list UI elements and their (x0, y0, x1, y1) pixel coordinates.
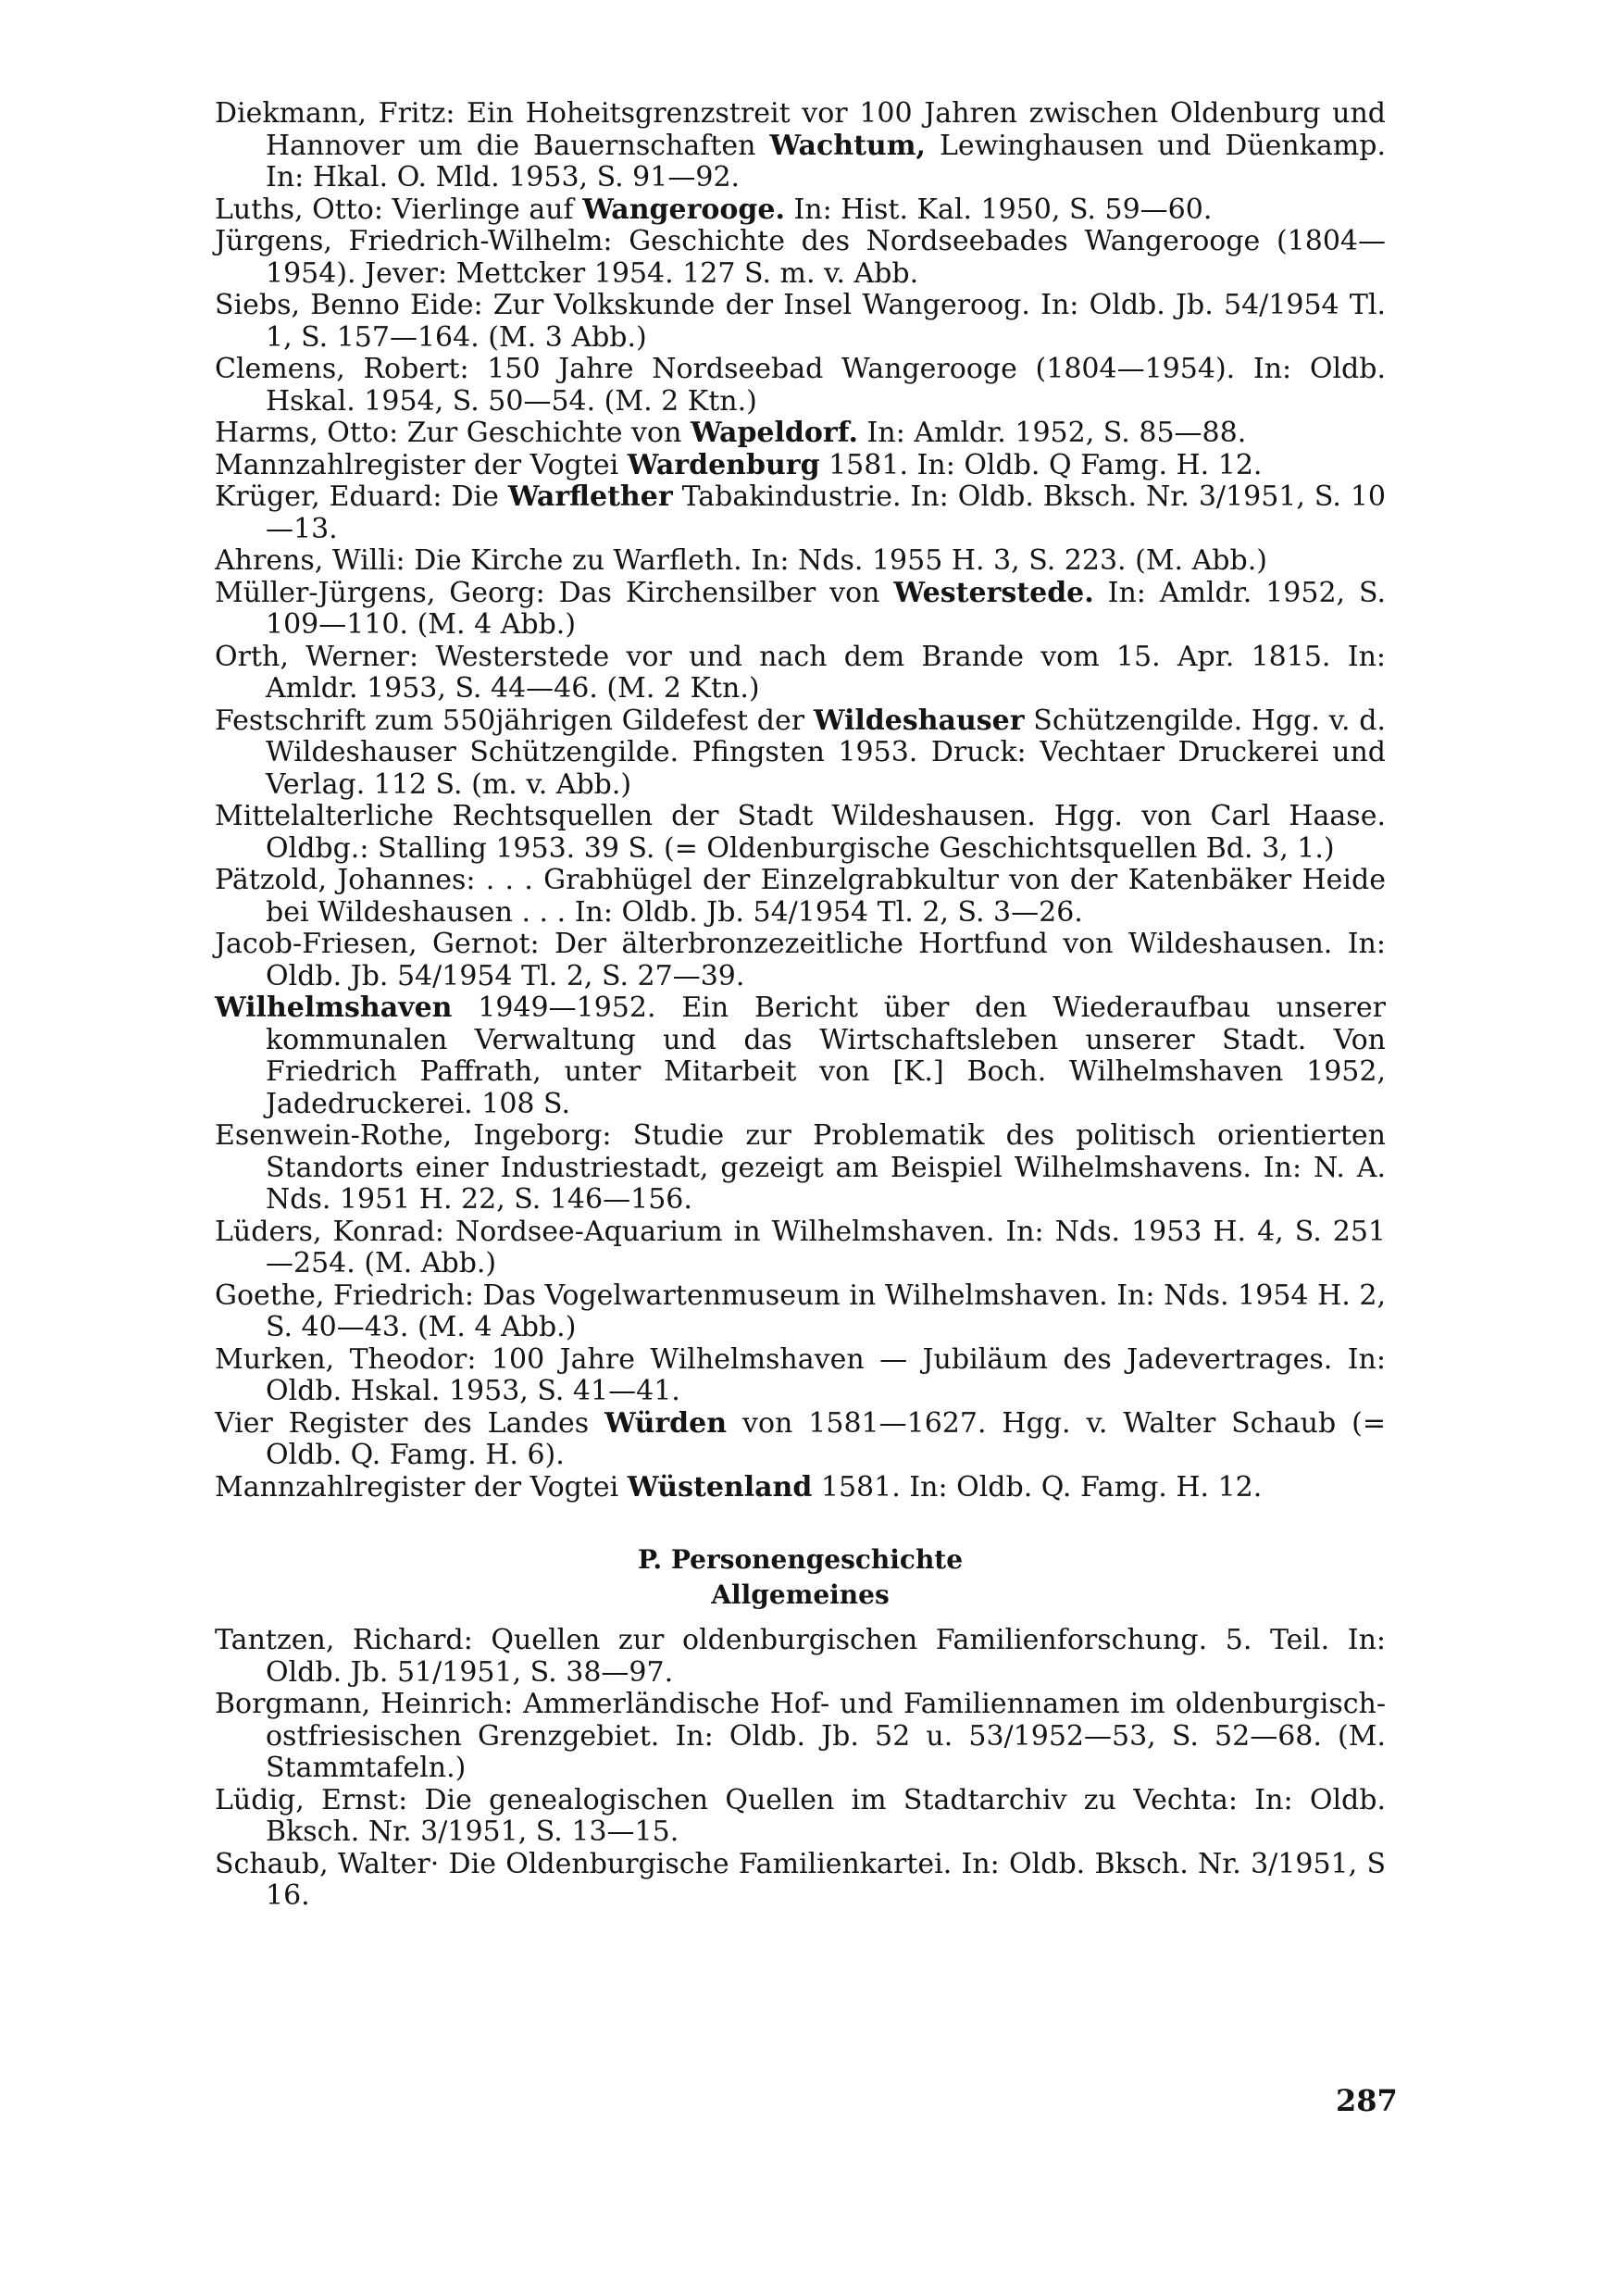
bibliography-entry: Clemens, Robert: 150 Jahre Nordseebad Wangerooge (1804—1954). In: Oldb. Hskal. 1954, S. 50—54. (M. 2 Ktn.) (215, 353, 1386, 418)
page-body (215, 98, 1386, 1913)
section-heading: P. Personengeschichte (637, 1544, 964, 1575)
bibliography-entry: Tantzen, Richard: Quellen zur oldenburgischen Familienforschung. 5. Teil. In: Oldb. Jb. 51/1951, S. 38—97. (215, 1624, 1386, 1689)
bibliography-entry: Harms, Otto: Zur Geschichte von Wapeldorf. In: Amldr. 1952, S. 85—88. (215, 417, 1247, 449)
bibliography-entry: Lüdig, Ernst: Die genealogischen Quellen im Stadtarchiv zu Vechta: In: Oldb. Bksch. Nr. 3/1951, S. 13—15. (215, 1783, 1386, 1848)
bibliography-entry: Festschrift zum 550jährigen Gildefest der Wildeshauser Schützengilde. Hgg. v. d. Wildeshauser Schützengilde. Pfingsten 1953. Druck: Vechtaer Druckerei und Verlag. 112 S. (m. v. Abb.) (215, 704, 1386, 801)
bibliography-entry: Esenwein-Rothe, Ingeborg: Studie zur Problematik des politisch orientierten Standorts einer Industriestadt, gezeigt am Beispiel Wilhelmshavens. In: N. A. Nds. 1951 H. 22, S. 146—156. (215, 1119, 1386, 1216)
bibliography-entry: Diekmann, Fritz: Ein Hoheitsgrenzstreit vor 100 Jahren zwischen Oldenburg und Hannover um die Bauernschaften Wachtum, Lewinghausen und Düenkamp. In: Hkal. O. Mld. 1953, S. 91—92. (215, 97, 1386, 193)
bibliography-entry: Luths, Otto: Vierlinge auf Wangerooge. In: Hist. Kal. 1950, S. 59—60. (215, 193, 1213, 226)
page-number: 287 (1336, 2083, 1398, 2118)
bibliography-entry: Mannzahlregister der Vogtei Wardenburg 1581. In: Oldb. Q Famg. H. 12. (215, 448, 1263, 481)
bibliography-entry: Lüders, Konrad: Nordsee-Aquarium in Wilhelmshaven. In: Nds. 1953 H. 4, S. 251—254. (M. Abb.) (215, 1215, 1386, 1279)
bibliography-entry: Wilhelmshaven 1949—1952. Ein Bericht über den Wiederaufbau unserer kommunalen Verwaltung und das Wirtschaftsleben unserer Stadt. Von Friedrich Paffrath, unter Mitarbeit von [K.] Boch. Wilhelmshaven 1952, Jadedruckerei. 108 S. (215, 992, 1386, 1120)
bibliography-entry: Jürgens, Friedrich-Wilhelm: Geschichte des Nordseebades Wangerooge (1804—1954). Jever: Mettcker 1954. 127 S. m. v. Abb. (215, 225, 1386, 290)
bibliography-entry: Ahrens, Willi: Die Kirche zu Warfleth. In: Nds. 1955 H. 3, S. 223. (M. Abb.) (215, 544, 1267, 577)
bibliography-entry: Mannzahlregister der Vogtei Wüstenland 1581. In: Oldb. Q. Famg. H. 12. (215, 1470, 1263, 1504)
bibliography-entry: Jacob-Friesen, Gernot: Der älterbronzezeitliche Hortfund von Wildeshausen. In: Oldb. Jb. 54/1954 Tl. 2, S. 27—39. (215, 928, 1386, 992)
bibliography-list-places (215, 98, 1386, 1504)
section-subheading: Allgemeines (711, 1578, 890, 1610)
bibliography-list-persons (215, 1625, 1386, 1913)
bibliography-entry: Krüger, Eduard: Die Warflether Tabakindustrie. In: Oldb. Bksch. Nr. 3/1951, S. 10—13. (215, 480, 1386, 545)
bibliography-entry: Borgmann, Heinrich: Ammerländische Hof- und Familiennamen im oldenburgisch-ostfriesischen Grenzgebiet. In: Oldb. Jb. 52 u. 53/1952—53, S. 52—68. (M. Stammtafeln.) (215, 1688, 1386, 1784)
bibliography-entry: Murken, Theodor: 100 Jahre Wilhelmshaven — Jubiläum des Jadevertrages. In: Oldb. Hskal. 1953, S. 41—41. (215, 1342, 1386, 1407)
bibliography-entry: Goethe, Friedrich: Das Vogelwartenmuseum in Wilhelmshaven. In: Nds. 1954 H. 2, S. 40—43. (M. 4 Abb.) (215, 1279, 1386, 1343)
bibliography-entry: Schaub, Walter· Die Oldenburgische Familienkartei. In: Oldb. Bksch. Nr. 3/1951, S 16. (215, 1847, 1386, 1912)
bibliography-entry: Müller-Jürgens, Georg: Das Kirchensilber von Westerstede. In: Amldr. 1952, S. 109—110. (M. 4 Abb.) (215, 576, 1386, 641)
bibliography-entry: Orth, Werner: Westerstede vor und nach dem Brande vom 15. Apr. 1815. In: Amldr. 1953, S. 44—46. (M. 2 Ktn.) (215, 640, 1386, 705)
bibliography-entry: Siebs, Benno Eide: Zur Volkskunde der Insel Wangeroog. In: Oldb. Jb. 54/1954 Tl. 1, S. 157—164. (M. 3 Abb.) (215, 289, 1386, 354)
bibliography-entry: Mittelalterliche Rechtsquellen der Stadt Wildeshausen. Hgg. von Carl Haase. Oldbg.: Stalling 1953. 39 S. (= Oldenburgische Geschichtsquellen Bd. 3, 1.) (215, 800, 1386, 865)
bibliography-entry: Pätzold, Johannes: . . . Grabhügel der Einzelgrabkultur von der Katenbäker Heide bei Wildeshausen . . . In: Oldb. Jb. 54/1954 Tl. 2, S. 3—26. (215, 864, 1386, 929)
bibliography-entry: Vier Register des Landes Würden von 1581—1627. Hgg. v. Walter Schaub (= Oldb. Q. Famg. H. 6). (215, 1406, 1386, 1471)
